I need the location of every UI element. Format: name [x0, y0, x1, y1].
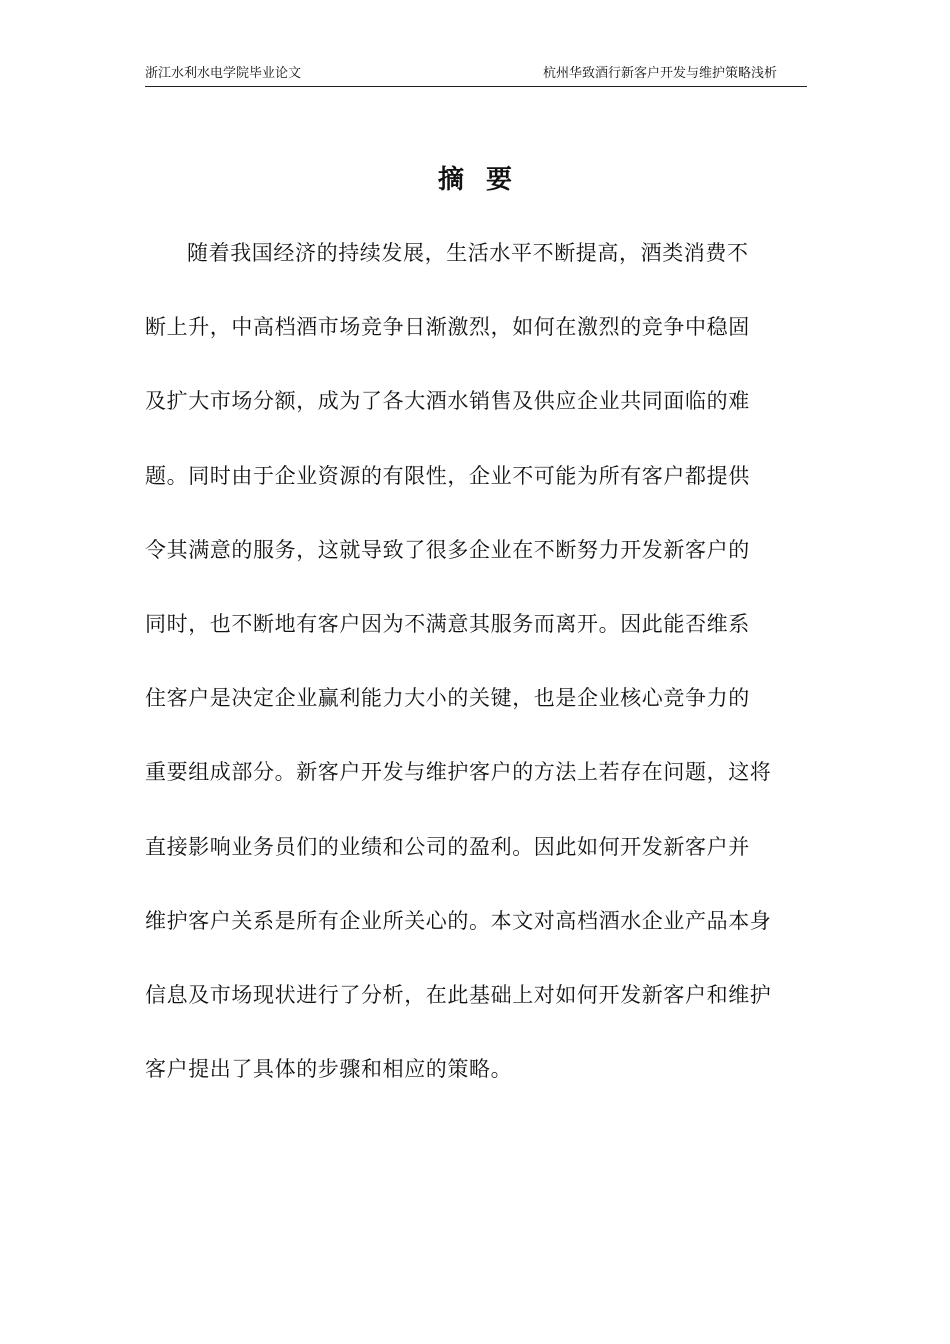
abstract-line: 及扩大市场分额，成为了各大酒水销售及供应企业共同面临的难 — [145, 389, 750, 414]
header-thesis-title: 杭州华致酒行新客户开发与维护策略浅析 — [542, 66, 777, 81]
abstract-line: 断上升，中高档酒市场竞争日渐激烈，如何在激烈的竞争中稳固 — [145, 315, 750, 340]
abstract-line: 信息及市场现状进行了分析，在此基础上对如何开发新客户和维护 — [145, 982, 772, 1007]
page-header — [145, 66, 807, 87]
abstract-line: 重要组成部分。新客户开发与维护客户的方法上若存在问题，这将 — [145, 760, 772, 785]
abstract-line: 令其满意的服务，这就导致了很多企业在不断努力开发新客户的 — [145, 537, 750, 562]
abstract-line: 直接影响业务员们的业绩和公司的盈利。因此如何开发新客户并 — [145, 834, 750, 859]
header-school-name: 浙江水利水电学院毕业论文 — [145, 66, 302, 81]
abstract-line: 题。同时由于企业资源的有限性，企业不可能为所有客户都提供 — [145, 463, 750, 488]
abstract-title: 摘要 — [437, 165, 534, 195]
abstract-line: 维护客户关系是所有企业所关心的。本文对高档酒水企业产品本身 — [145, 908, 772, 933]
abstract-body — [145, 233, 807, 1123]
abstract-line: 同时，也不断地有客户因为不满意其服务而离开。因此能否维系 — [145, 611, 750, 636]
abstract-line: 随着我国经济的持续发展，生活水平不断提高，酒类消费不 — [187, 241, 749, 265]
abstract-line: 住客户是决定企业赢利能力大小的关键，也是企业核心竞争力的 — [145, 686, 750, 711]
abstract-line: 客户提出了具体的步骤和相应的策略。 — [145, 1057, 513, 1082]
